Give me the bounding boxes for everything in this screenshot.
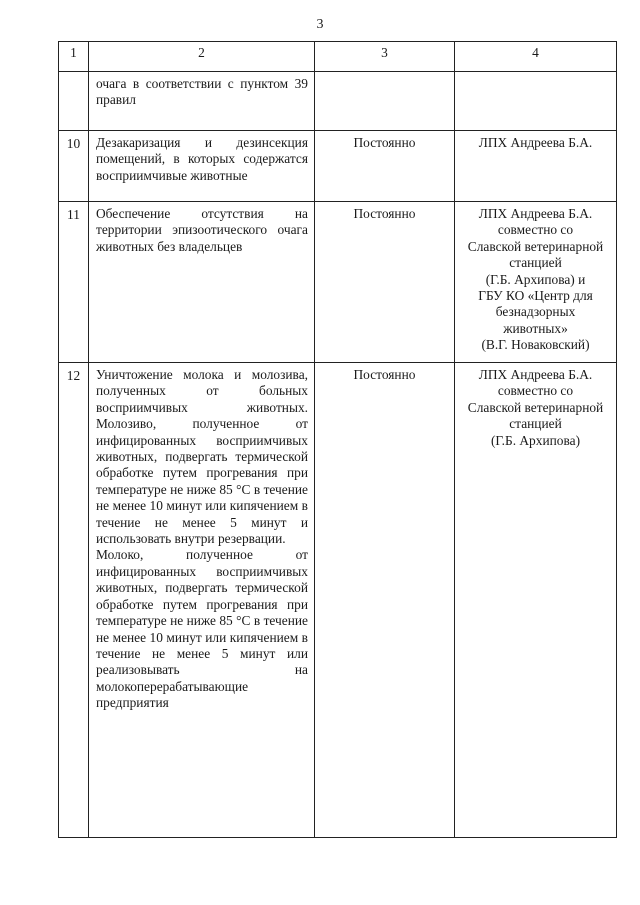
measure-cell-line: Молоко, полученное от инфицированных восприимчивых животных, подвергать термической обработке путем прогревания при температуре не ниже 85 °С в течение не менее 10 минут или кипячением в течение не менее 5 минут или реализовывать на молокоперерабатывающие предприятия	[96, 547, 308, 711]
responsible-cell-line: ЛПХ Андреева Б.А.	[478, 135, 593, 150]
term-cell-line: Постоянно	[353, 135, 416, 150]
row-number: 11	[59, 202, 89, 363]
table-row	[59, 363, 617, 838]
responsible-cell-line: совместно со	[497, 222, 574, 238]
responsible-cell-line: Славской ветеринарной	[467, 399, 604, 415]
responsible-cell-line: станцией	[509, 255, 562, 271]
row-number	[59, 72, 89, 131]
page-number: 3	[316, 17, 324, 32]
responsible-cell-line: совместно со	[497, 383, 574, 399]
responsible-cell-line: (В.Г. Новаковский)	[481, 337, 590, 353]
measure-cell	[89, 131, 315, 202]
responsible-cell-line: (Г.Б. Архипова) и	[485, 271, 586, 287]
table-row	[59, 202, 617, 363]
measure-cell	[89, 363, 315, 838]
measure-cell-line: очага в соответствии с пунктом 39 правил	[96, 76, 308, 108]
responsible-cell	[455, 72, 617, 131]
column-header: 3	[315, 42, 455, 72]
responsible-cell	[455, 131, 617, 202]
table-header-row	[59, 42, 617, 72]
responsible-cell-line: Славской ветеринарной	[467, 238, 604, 254]
term-cell-line: Постоянно	[353, 206, 416, 221]
responsible-cell-line: станцией	[509, 416, 562, 432]
responsible-cell-line: ЛПХ Андреева Б.А.	[478, 206, 593, 221]
measure-cell-line: Уничтожение молока и молозива, полученных от больных восприимчивых животных. Молозиво, полученное от инфицированных восприимчивых животных, подвергать термической обработке путем прогревания при температуре не ниже 85 °С в течение не менее 10 минут или кипячением в течение не менее 5 минут и использовать внутри резервации.	[96, 367, 308, 547]
column-header: 4	[455, 42, 617, 72]
responsible-cell-line: животных»	[503, 320, 568, 336]
column-header: 2	[89, 42, 315, 72]
table-row	[59, 72, 617, 131]
measure-cell-line: Обеспечение отсутствия на территории эпизоотического очага животных без владельцев	[96, 206, 308, 254]
responsible-cell-line: ЛПХ Андреева Б.А.	[478, 367, 593, 382]
responsible-cell	[455, 202, 617, 363]
term-cell-line: Постоянно	[353, 367, 416, 382]
term-cell	[315, 131, 455, 202]
row-number: 12	[59, 363, 89, 838]
term-cell	[315, 72, 455, 131]
measures-table	[58, 41, 617, 838]
responsible-cell-line: (Г.Б. Архипова)	[490, 432, 581, 448]
measure-cell	[89, 72, 315, 131]
measure-cell-line: Дезакаризация и дезинсекция помещений, в которых содержатся восприимчивые животные	[96, 135, 308, 183]
term-cell	[315, 202, 455, 363]
measure-cell	[89, 202, 315, 363]
term-cell	[315, 363, 455, 838]
table-row	[59, 131, 617, 202]
column-header: 1	[59, 42, 89, 72]
responsible-cell	[455, 363, 617, 838]
responsible-cell-line: безнадзорных	[495, 304, 576, 320]
responsible-cell-line: ГБУ КО «Центр для	[478, 288, 593, 304]
row-number: 10	[59, 131, 89, 202]
